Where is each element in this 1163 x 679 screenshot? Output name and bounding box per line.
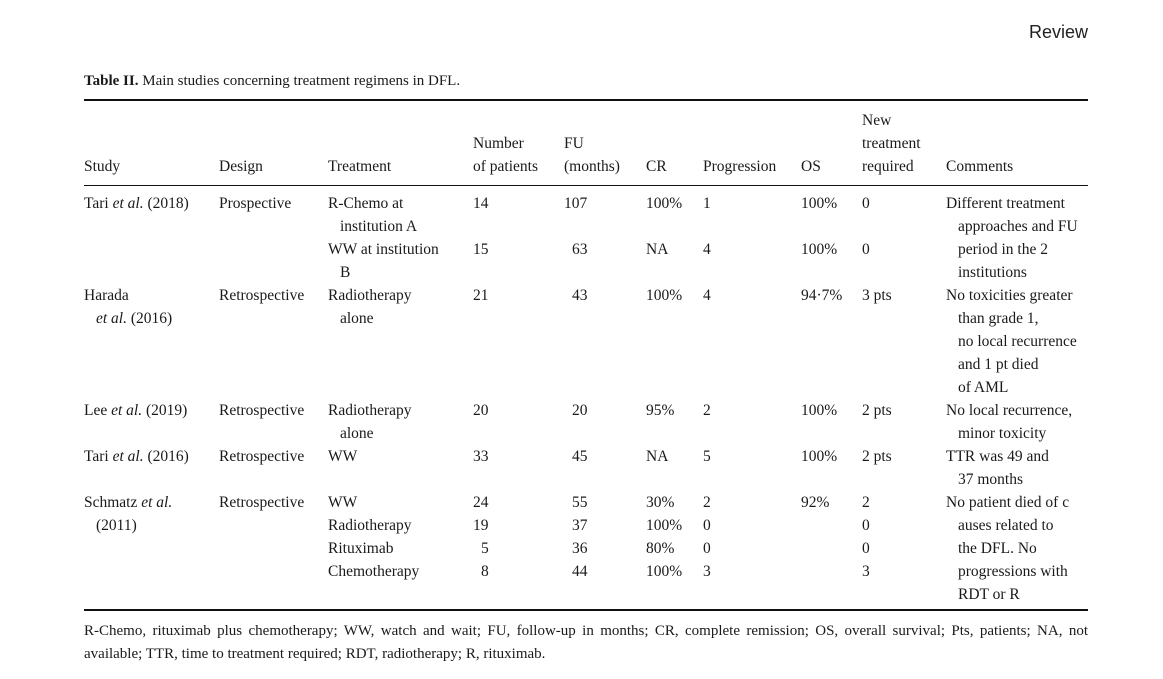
comments-cell: No local recurrence, minor toxicity [946, 402, 1073, 442]
col-header-fu-line2: (months) [564, 158, 620, 175]
progression-cell: 3 [703, 563, 711, 580]
patients-cell: 24 [473, 494, 489, 511]
treatment-cell: Chemotherapy [328, 563, 420, 580]
progression-cell: 4 [703, 241, 711, 258]
os-cell: 92% [801, 494, 830, 511]
treatment-cell: Rituximab [328, 540, 394, 557]
comments-cell: No toxicities greater than grade 1, no local recurrence and 1 pt died of AML [946, 287, 1077, 396]
treatment-cell: Radiotherapy alone [328, 402, 412, 442]
fu-cell: 44 [572, 563, 588, 580]
design-cell: Retrospective [219, 287, 305, 304]
progression-cell: 2 [703, 494, 711, 511]
newtx-cell: 2 pts [862, 402, 892, 419]
cr-cell: NA [646, 448, 669, 465]
fu-cell: 63 [572, 241, 588, 258]
fu-cell: 37 [572, 517, 588, 534]
patients-cell: 20 [473, 402, 489, 419]
cr-cell: 95% [646, 402, 675, 419]
progression-cell: 0 [703, 517, 711, 534]
treatment-cell: WW at institution B [328, 241, 439, 281]
newtx-cell: 2 [862, 494, 870, 511]
col-header-progression: Progression [703, 158, 777, 175]
col-header-comments: Comments [946, 158, 1014, 175]
table-footnote: R-Chemo, rituximab plus chemotherapy; WW, watch and wait; FU, follow-up in months; CR, complete remission; OS, overall survival; Pts, patients; NA, not available; TTR, time to treatment required; RDT, radiotherapy; R, rituximab. [84, 623, 1088, 662]
table-header-rule [84, 185, 1088, 186]
cr-cell: 30% [646, 494, 675, 511]
fu-cell: 55 [572, 494, 588, 511]
table-top-rule [84, 99, 1088, 101]
treatment-cell: WW [328, 494, 358, 511]
fu-cell: 45 [572, 448, 588, 465]
newtx-cell: 0 [862, 540, 870, 557]
col-header-treatment: Treatment [328, 158, 392, 175]
fu-cell: 36 [572, 540, 588, 557]
design-cell: Retrospective [219, 448, 305, 465]
table-caption-text: Main studies concerning treatment regimens in DFL. [142, 73, 461, 89]
fu-cell: 20 [572, 402, 588, 419]
col-header-patients-line1: Number [473, 135, 524, 152]
treatment-cell: WW [328, 448, 358, 465]
newtx-cell: 3 pts [862, 287, 892, 304]
progression-cell: 1 [703, 195, 711, 212]
col-header-patients [473, 132, 538, 178]
patients-cell: 15 [473, 241, 489, 258]
comments-cell: No patient died of c auses related to the DFL. No progressions with RDT or R [946, 494, 1070, 603]
col-header-study: Study [84, 158, 121, 175]
newtx-cell: 3 [862, 563, 870, 580]
col-header-newtx-line2: treatment [862, 135, 921, 152]
comments-cell: TTR was 49 and 37 months [946, 448, 1049, 488]
treatment-cell: Radiotherapy [328, 517, 412, 534]
cr-cell: 100% [646, 517, 683, 534]
comments-cell: Different treatment approaches and FU period in the 2 institutions [946, 195, 1078, 281]
study-cell: Tari et al. (2018) [84, 195, 189, 212]
os-cell: 100% [801, 402, 838, 419]
newtx-cell: 0 [862, 195, 870, 212]
fu-cell: 107 [564, 195, 588, 212]
col-header-fu [564, 132, 620, 178]
col-header-newtx-line3: required [862, 158, 914, 175]
col-header-patients-line2: of patients [473, 158, 538, 175]
patients-cell: 5 [481, 540, 489, 557]
newtx-cell: 0 [862, 241, 870, 258]
patients-cell: 21 [473, 287, 489, 304]
design-cell: Retrospective [219, 402, 305, 419]
study-cell: Harada et al. (2016) [84, 287, 173, 327]
cr-cell: 80% [646, 540, 675, 557]
patients-cell: 33 [473, 448, 489, 465]
progression-cell: 2 [703, 402, 711, 419]
patients-cell: 8 [481, 563, 489, 580]
col-header-os: OS [801, 158, 821, 175]
study-cell: Tari et al. (2016) [84, 448, 189, 465]
progression-cell: 4 [703, 287, 711, 304]
table-bottom-rule [84, 609, 1088, 611]
col-header-fu-line1: FU [564, 135, 584, 152]
os-cell: 94·7% [801, 287, 843, 304]
col-header-design: Design [219, 158, 263, 175]
os-cell: 100% [801, 195, 838, 212]
cr-cell: 100% [646, 563, 683, 580]
newtx-cell: 2 pts [862, 448, 892, 465]
treatment-cell: Radiotherapy alone [328, 287, 412, 327]
table-caption-label: Table II. [84, 73, 139, 89]
design-cell: Retrospective [219, 494, 305, 511]
col-header-newtx-line1: New [862, 112, 892, 129]
os-cell: 100% [801, 241, 838, 258]
table-caption [84, 73, 460, 90]
os-cell: 100% [801, 448, 838, 465]
progression-cell: 5 [703, 448, 711, 465]
progression-cell: 0 [703, 540, 711, 557]
patients-cell: 19 [473, 517, 489, 534]
study-cell: Lee et al. (2019) [84, 402, 188, 419]
design-cell: Prospective [219, 195, 292, 212]
section-label: Review [1028, 22, 1088, 42]
newtx-cell: 0 [862, 517, 870, 534]
cr-cell: 100% [646, 287, 683, 304]
col-header-cr: CR [646, 158, 667, 175]
study-cell: Schmatz et al. (2011) [84, 494, 173, 534]
treatment-cell: R-Chemo at institution A [328, 195, 418, 235]
patients-cell: 14 [473, 195, 489, 212]
cr-cell: NA [646, 241, 669, 258]
fu-cell: 43 [572, 287, 588, 304]
col-header-new-treatment [862, 109, 921, 178]
cr-cell: 100% [646, 195, 683, 212]
